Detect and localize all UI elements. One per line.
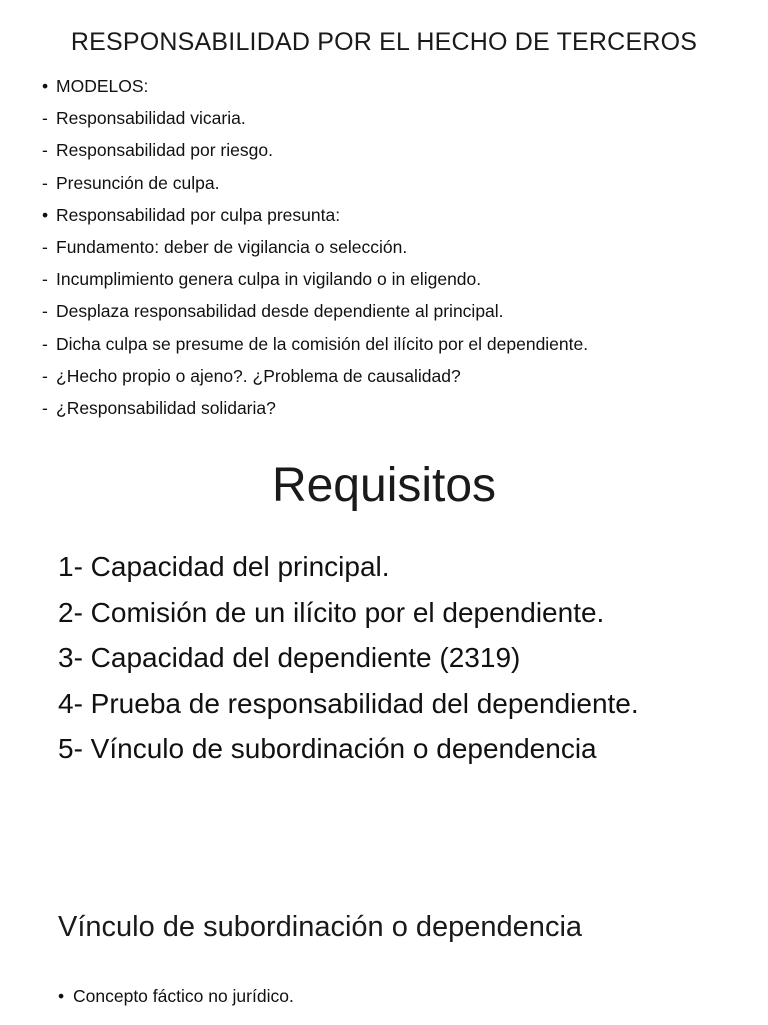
list-item [42, 263, 742, 295]
slide-1-list [42, 70, 742, 424]
slide-1-title: RESPONSABILIDAD POR EL HECHO DE TERCEROS [70, 28, 698, 56]
dash-marker: - [42, 172, 48, 193]
list-item-text: Dicha culpa se presume de la comisión del ilícito por el dependiente. [56, 333, 589, 354]
slide-3-list [58, 983, 758, 1009]
slide-2-title: Requisitos [271, 459, 497, 512]
list-item: 5- Vínculo de subordinación o dependencia [58, 733, 597, 764]
list-item [42, 134, 742, 166]
list-item-text: Concepto fáctico no jurídico. [73, 986, 294, 1006]
dash-marker: - [42, 236, 48, 257]
slide-responsabilidad [0, 0, 768, 430]
dash-marker: - [42, 301, 48, 322]
list-item [42, 199, 742, 231]
bullet-marker: • [42, 76, 49, 96]
list-item: 1- Capacidad del principal. [58, 551, 390, 582]
dash-marker: - [42, 365, 48, 386]
list-item-text: ¿Hecho propio o ajeno?. ¿Problema de causalidad? [56, 365, 461, 386]
list-item-text: Incumplimiento genera culpa in vigilando o in eligendo. [56, 269, 482, 290]
dash-marker: - [42, 269, 48, 290]
list-item-text: Responsabilidad por riesgo. [56, 140, 273, 161]
list-item [42, 167, 742, 199]
dash-marker: - [42, 140, 48, 161]
list-item [42, 360, 742, 392]
dash-marker: - [42, 108, 48, 129]
bullet-marker: • [42, 204, 49, 225]
dash-marker: - [42, 333, 48, 354]
list-item-text: Responsabilidad por culpa presunta: [56, 204, 341, 225]
list-item [42, 102, 742, 134]
list-item-text: Responsabilidad vicaria. [56, 108, 246, 129]
list-item: 4- Prueba de responsabilidad del dependiente. [58, 687, 639, 719]
dash-marker: - [42, 397, 48, 418]
list-item: 3- Capacidad del dependiente (2319) [58, 642, 521, 673]
list-item-text: Desplaza responsabilidad desde dependiente al principal. [56, 301, 504, 322]
list-item [58, 983, 758, 1009]
list-item-text: Fundamento: deber de vigilancia o selección. [56, 236, 408, 257]
list-item [42, 392, 742, 424]
slide-3-title: Vínculo de subordinación o dependencia [58, 911, 583, 943]
list-item: 2- Comisión de un ilícito por el dependiente. [58, 596, 605, 628]
list-item [42, 328, 742, 360]
slide-requisitos [0, 440, 768, 830]
slide-vinculo [0, 895, 768, 1025]
list-item [42, 295, 742, 327]
slide-2-list [58, 548, 748, 776]
list-item [42, 70, 742, 102]
list-item-text: Presunción de culpa. [56, 172, 220, 193]
list-item-text: MODELOS: [56, 76, 149, 96]
list-item-text: ¿Responsabilidad solidaria? [56, 397, 276, 418]
list-item [42, 231, 742, 263]
bullet-marker: • [58, 986, 65, 1006]
